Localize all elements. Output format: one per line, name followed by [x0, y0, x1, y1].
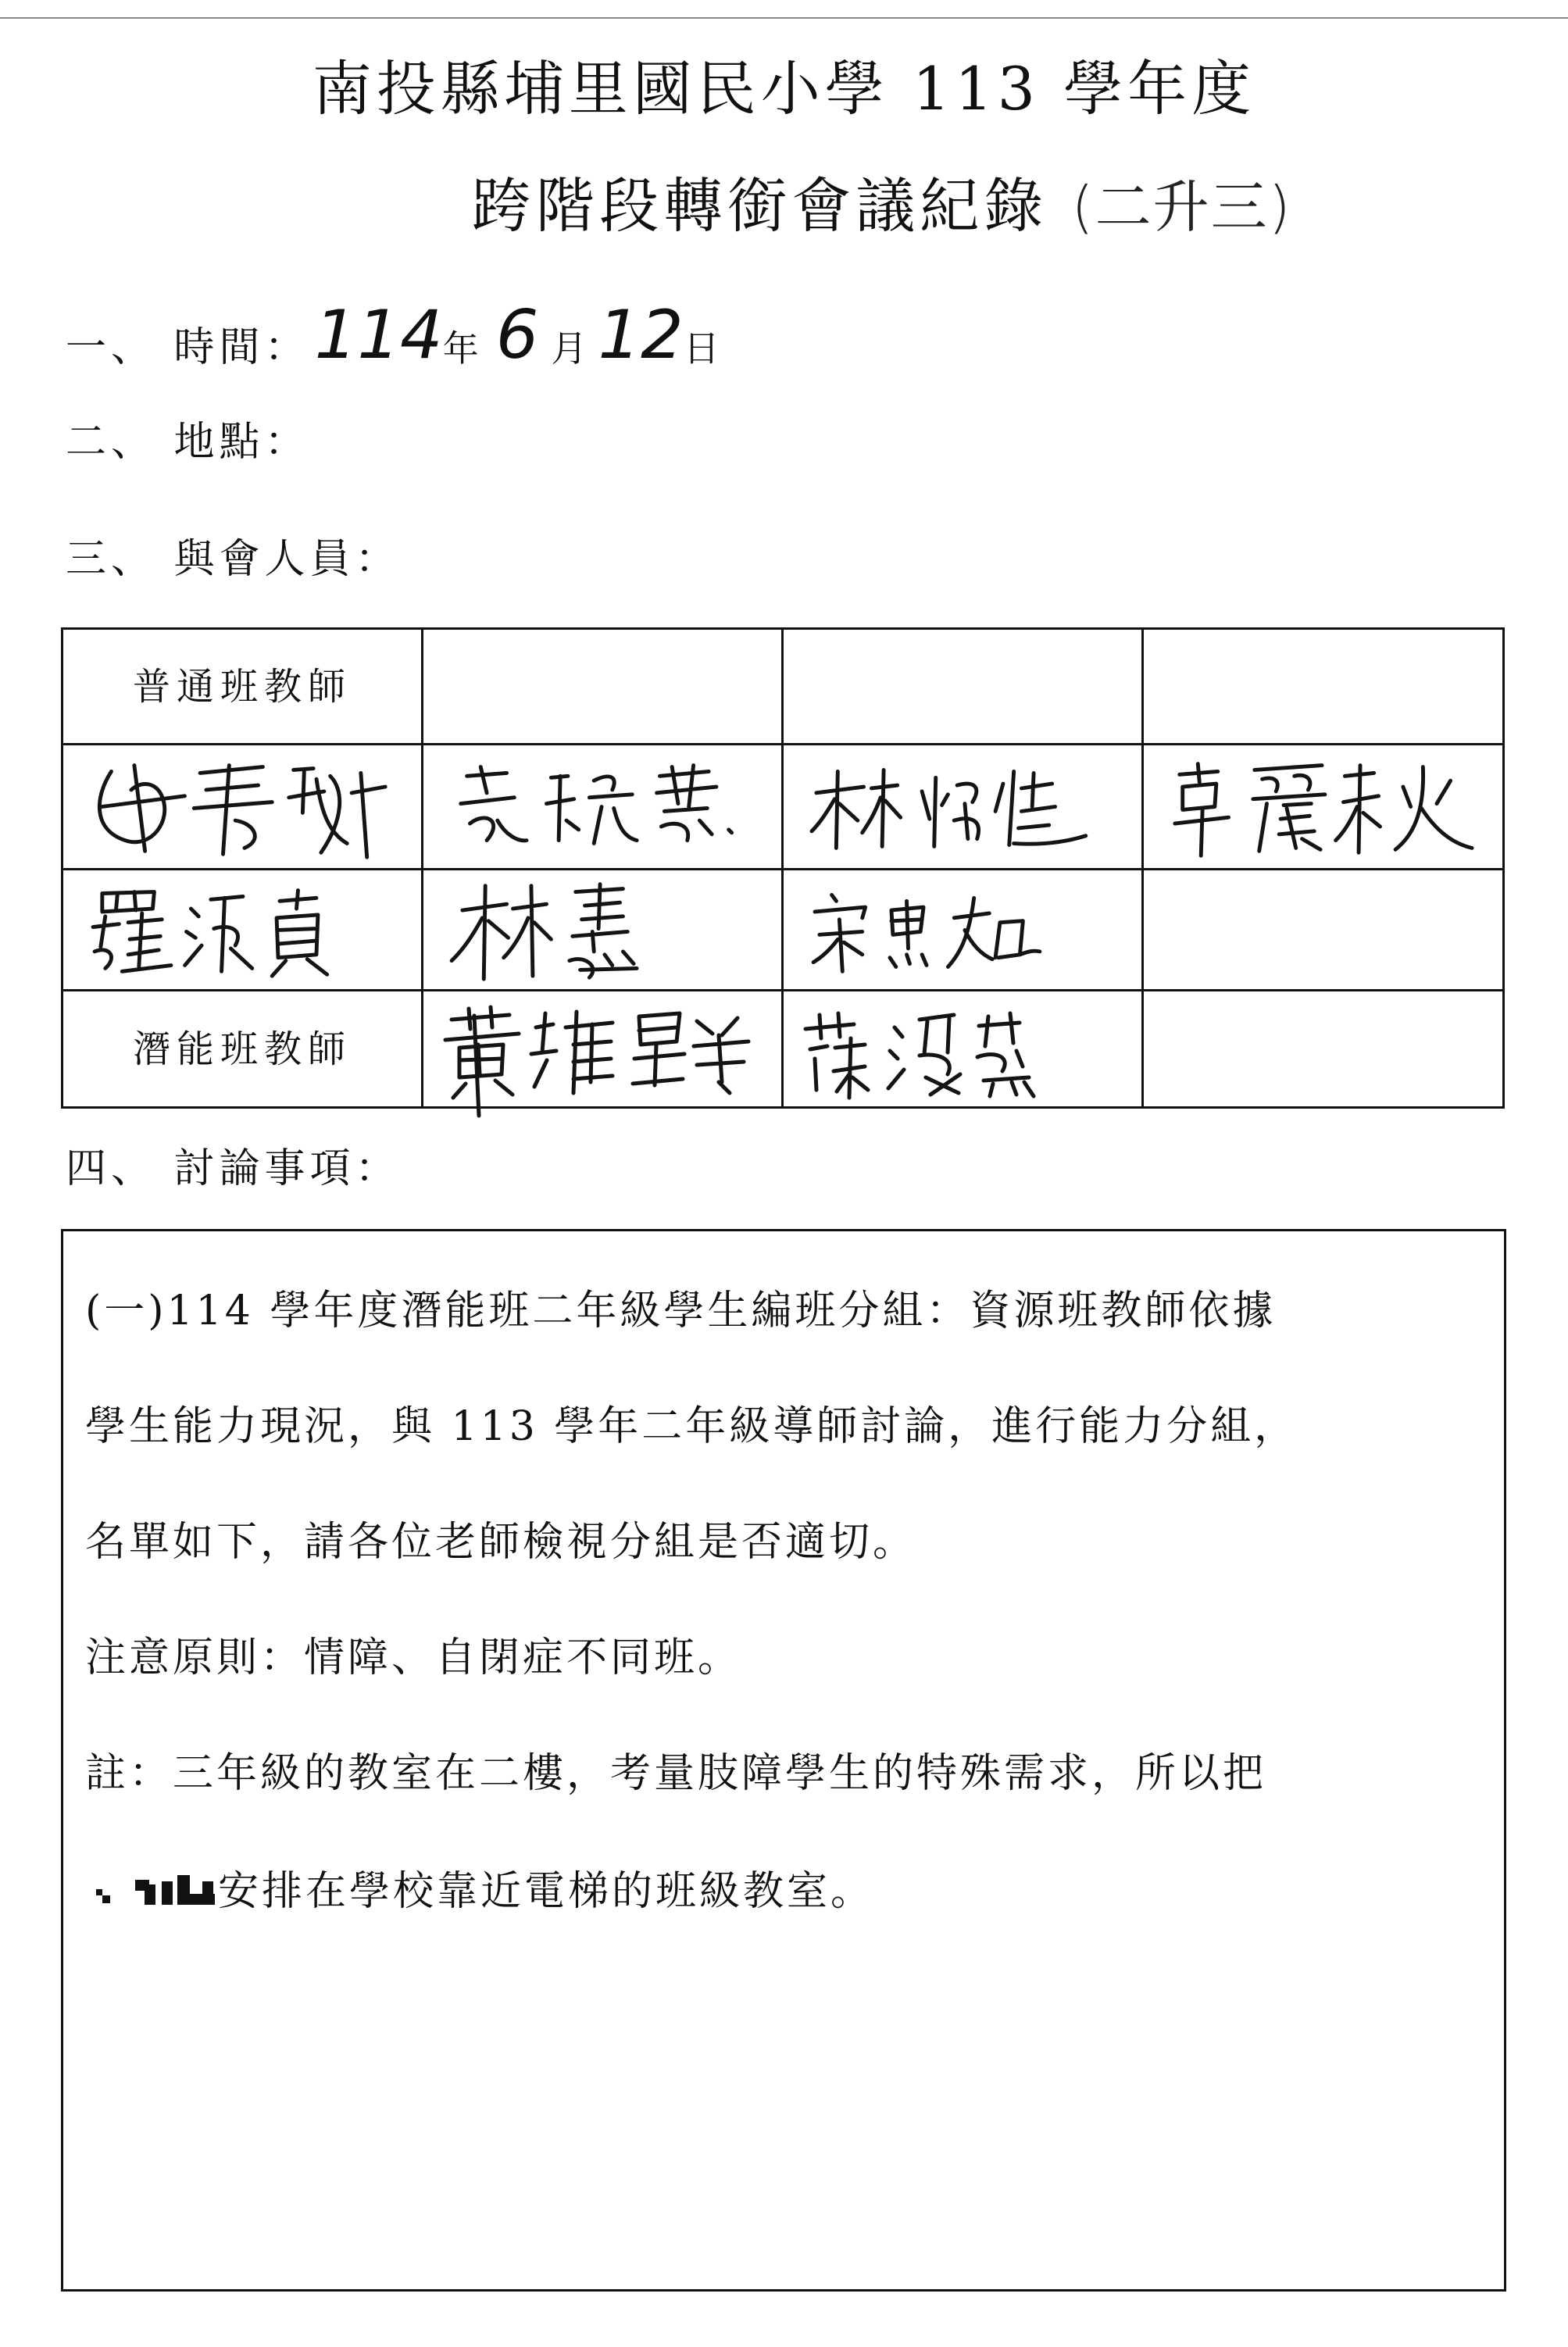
signature-4	[1148, 750, 1497, 863]
signature-9	[788, 996, 1137, 1102]
gifted-teachers-label-cell	[63, 991, 423, 1106]
signature-cell	[423, 745, 784, 868]
discussion-line-2: 學生能力現況，與 113 學年二年級導師討論，進行能力分組，	[85, 1403, 1298, 1450]
signature-8-descender	[434, 1016, 527, 1125]
day-unit: 日	[683, 327, 720, 370]
field-time	[66, 296, 720, 374]
discussion-heading: 四、 討論事項：	[66, 1145, 401, 1192]
signature-2	[428, 750, 777, 863]
time-label: 一、 時間：	[66, 324, 310, 371]
attendance-row-signatures-1	[63, 745, 1502, 870]
signature-3	[788, 750, 1137, 863]
attendance-cell-empty	[1144, 630, 1502, 743]
discussion-line-5: 註：三年級的教室在二樓，考量肢障學生的特殊需求，所以把	[85, 1750, 1267, 1797]
signature-cell	[784, 991, 1144, 1106]
attendance-cell-empty	[1144, 870, 1502, 989]
signature-1	[68, 750, 416, 863]
discussion-line-4: 注意原則：情障、自閉症不同班。	[85, 1634, 742, 1681]
field-place: 二、 地點：	[66, 419, 310, 466]
handwritten-month: 6	[495, 296, 539, 374]
subtitle-grade-note: (二升三)	[1071, 174, 1292, 240]
handwritten-year: 114	[314, 296, 443, 374]
signature-cell	[63, 745, 423, 868]
attendance-cell-empty	[1144, 991, 1502, 1106]
attendance-table	[61, 627, 1505, 1109]
document-title: 南投縣埔里國民小學 113 學年度	[312, 54, 1256, 123]
redacted-student-name	[85, 1869, 218, 1909]
regular-teachers-label-cell	[63, 630, 423, 743]
signature-cell	[423, 870, 784, 989]
signature-6	[428, 875, 777, 984]
discussion-line-6	[85, 1868, 875, 1915]
year-unit: 年	[442, 327, 479, 370]
discussion-line-1: (一)114 學年度潛能班二年級學生編班分組：資源班教師依據	[85, 1288, 1277, 1334]
gifted-teachers-label: 潛能班教師	[132, 1027, 352, 1071]
signature-cell	[784, 745, 1144, 868]
attendance-row-regular-header	[63, 630, 1502, 745]
month-unit: 月	[551, 327, 588, 370]
signature-cell	[63, 870, 423, 989]
field-attendees: 三、 與會人員：	[66, 536, 401, 583]
discussion-box	[61, 1229, 1506, 2292]
signature-7	[788, 875, 1137, 984]
subtitle-text: 跨階段轉銜會議紀錄	[471, 171, 1048, 241]
signature-cell	[1144, 745, 1502, 868]
document-subtitle	[0, 171, 1568, 241]
handwritten-day: 12	[598, 296, 684, 374]
discussion-line-3: 名單如下，請各位老師檢視分組是否適切。	[85, 1519, 917, 1566]
regular-teachers-label: 普通班教師	[132, 664, 352, 709]
attendance-row-gifted	[63, 991, 1502, 1106]
attendance-row-signatures-2	[63, 870, 1502, 991]
discussion-line-6-text: 安排在學校靠近電梯的班級教室。	[218, 1868, 875, 1915]
signature-cell	[784, 870, 1144, 989]
attendance-cell-empty	[784, 630, 1144, 743]
page-top-rule	[0, 17, 1568, 19]
attendance-cell-empty	[423, 630, 784, 743]
signature-5	[68, 875, 416, 984]
